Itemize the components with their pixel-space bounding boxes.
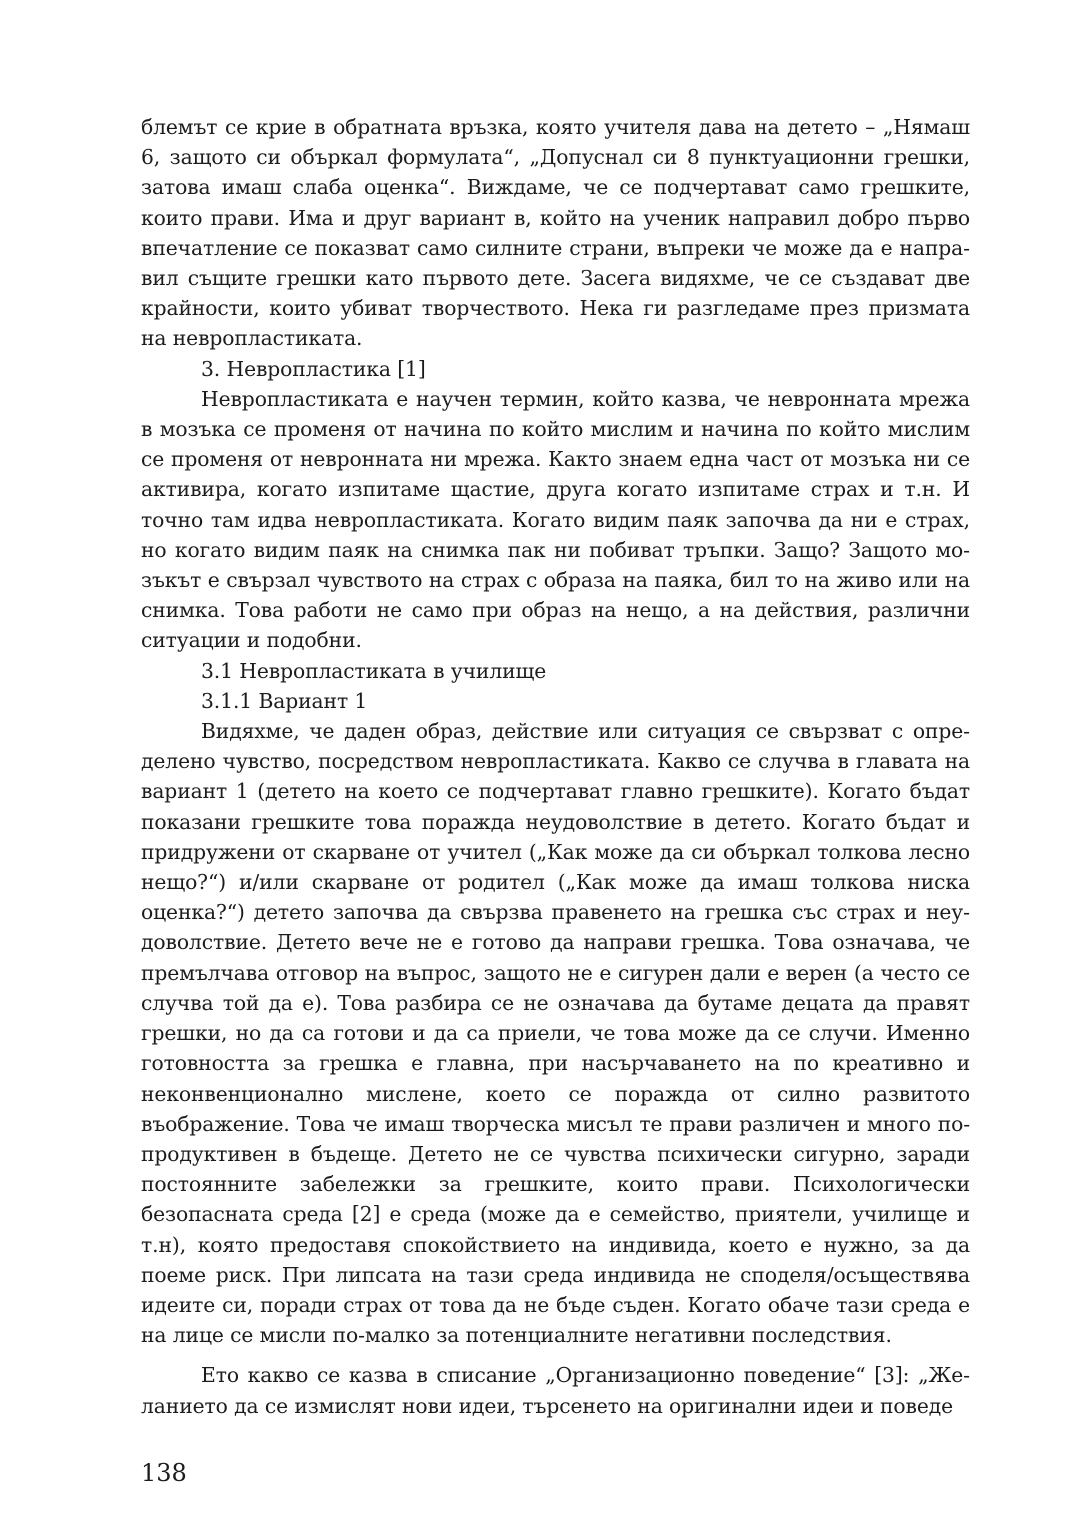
subsubsection-heading-variant-1: 3.1.1 Вариант 1 — [201, 688, 368, 713]
body-text — [141, 112, 970, 1421]
paragraph-journal-quote: Ето какво се казва в списание „Организационно поведение“ [3]: „Желанието да се измислят нови идеи, търсенето на оригинални идеи и поведе — [141, 1363, 970, 1418]
paragraph-variant-1: Видяхме, че даден образ, действие или ситуация се свързват с определено чувство, посредством невропластиката. Какво се случва в главата на вариант 1 (детето на което се подчертават главно грешките). Когато бъдат показани грешките това поражда неудоволствие в детето. Когато бъдат и придружени от скарване от учител („Как може да си объркал толкова лесно нещо?“) и/или скарване от родител („Как може да имаш толкова ниска оценка?“) детето започва да свързва правенето на грешка със страх и неудоволствие. Детето вече не е готово да направи грешка. Това означава, че премълчава отговор на въпрос, защото не е сигурен дали е верен (а често се случва той да е). Това разбира се не означава да бутаме децата да правят грешки, но да са готови и да са приели, че това може да се случи. Именно готовността за грешка е главна, при насърчаването на по креативно и неконвенционално мислене, което се поражда от силно развитото въображение. Това че имаш творческа мисъл те прави различен и много по-продуктивен в бъдеще. Детето не се чувства психически сигурно, заради постоянните забележки за грешките, които прави. Психологически безопасната среда [2] е среда (може да е семейство, приятели, училище и т.н), която предоставя спокойствието на индивида, което е нужно, за да поеме риск. При липсата на тази среда индивида не споделя/осъществява идеите си, поради страх от това да не бъде съден. Когато обаче тази среда е на лице се мисли по-малко за потенциалните негативни последствия. — [141, 719, 970, 1348]
paragraph-neuroplasticity-definition: Невропластиката е научен термин, който казва, че невронната мрежа в мозъка се променя от начина по който мислим и начина по който мислим се променя от невронната ни мрежа. Както знаем една част от мозъка ни се активира, когато изпитаме щастие, друга когато изпитаме страх и т.н. И точно там идва невропластиката. Когато видим паяк започва да ни е страх, но когато видим паяк на снимка пак ни побиват тръпки. Защо? Защото мозъкът е свързал чувството на страх с образа на паяка, бил то на живо или на снимка. Това работи не само при образ на нещо, а на действия, различни ситуации и подобни. — [141, 386, 970, 653]
page-number: 138 — [141, 1459, 187, 1487]
paragraph-continuation: блемът се крие в обратната връзка, която учителя дава на детето – „Нямаш 6, защото си объркал формулата“, „Допуснал си 8 пунктуационни грешки, затова имаш слаба оценка“. Виждаме, че се подчертават само грешките, които прави. Има и друг вариант в, който на ученик направил добро първо впечатление се показват само силните страни, въпреки че може да е направил същите грешки като първото дете. Засега видяхме, че се създават две крайности, които убиват творчеството. Нека ги разгледаме през призмата на невропластиката. — [141, 115, 970, 351]
subsection-heading-school: 3.1 Невропластиката в училище — [201, 658, 547, 683]
section-heading-neuroplasticity: 3. Невропластика [1] — [201, 356, 426, 381]
